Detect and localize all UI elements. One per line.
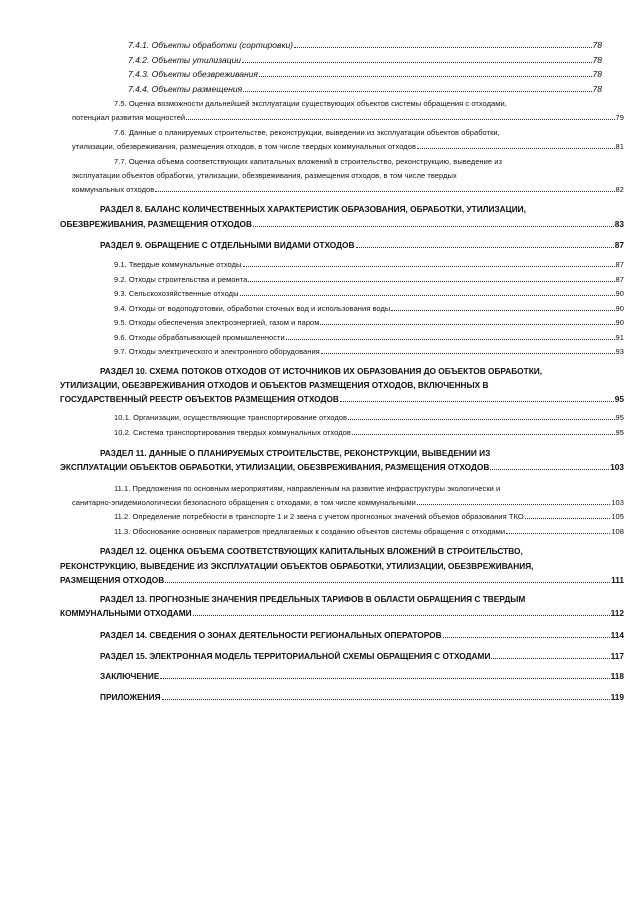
- toc-page-number: 103: [610, 462, 624, 472]
- leader-dots: [417, 148, 615, 149]
- toc-page-number: 118: [610, 671, 624, 681]
- toc-page-number: 87: [614, 240, 624, 250]
- leader-dots: [320, 324, 614, 325]
- toc-entry-title: 9.5. Отходы обеспечения электроэнергией, газом и паром: [114, 318, 320, 327]
- leader-dots: [155, 191, 614, 192]
- leader-dots: [348, 419, 615, 420]
- toc-section[interactable]: [100, 630, 624, 641]
- leader-dots: [165, 582, 610, 583]
- toc-entry[interactable]: [114, 527, 624, 537]
- toc-entry[interactable]: [114, 318, 624, 328]
- toc-section-line[interactable]: РАЗДЕЛ 10. СХЕМА ПОТОКОВ ОТХОДОВ ОТ ИСТОЧНИКОВ ИХ ОБРАЗОВАНИЯ ДО ОБЪЕКТОВ ОБРАБОТКИ,: [100, 366, 543, 376]
- toc-section[interactable]: [60, 608, 624, 619]
- toc-section[interactable]: [100, 651, 624, 662]
- toc-entry[interactable]: [72, 113, 624, 123]
- leader-dots: [242, 62, 592, 63]
- leader-dots: [243, 91, 591, 92]
- toc-page-number: 83: [614, 219, 624, 229]
- toc-page-number: 90: [615, 304, 624, 313]
- toc-section[interactable]: [60, 394, 624, 405]
- toc-section-title: РАЗДЕЛ 15. ЭЛЕКТРОННАЯ МОДЕЛЬ ТЕРРИТОРИАЛЬНОЙ СХЕМЫ ОБРАЩЕНИЯ С ОТХОДАМИ: [100, 651, 491, 661]
- toc-entry-title: 7.4.1. Объекты обработки (сортировки): [128, 40, 294, 50]
- toc-section[interactable]: [60, 575, 624, 586]
- toc-page-number: 108: [611, 527, 624, 536]
- toc-entry-line[interactable]: 7.7. Оценка объема соответствующих капитальных вложений в строительство, реконструкцию, выведение из: [114, 157, 502, 166]
- toc-entry[interactable]: [114, 333, 624, 343]
- toc-page-number: 81: [615, 142, 624, 151]
- toc-entry-title: 9.6. Отходы обрабатывающей промышленности: [114, 333, 285, 342]
- toc-page-number: 112: [610, 608, 624, 618]
- toc-entry-line[interactable]: 11.1. Предложения по основным мероприятиям, направленным на развитие инфраструктуры экологически и: [114, 484, 501, 493]
- toc-page-number: 78: [592, 84, 602, 94]
- toc-entry[interactable]: [128, 55, 602, 66]
- toc-entry[interactable]: [72, 142, 624, 152]
- leader-dots: [286, 339, 615, 340]
- leader-dots: [193, 615, 610, 616]
- toc-page-number: 111: [611, 575, 624, 585]
- toc-entry[interactable]: [114, 413, 624, 423]
- toc-page-number: 78: [592, 55, 602, 65]
- toc-section[interactable]: [100, 671, 624, 682]
- leader-dots: [294, 47, 592, 48]
- leader-dots: [417, 504, 610, 505]
- toc-section[interactable]: [60, 219, 624, 230]
- toc-entry-title: 7.4.2. Объекты утилизации: [128, 55, 242, 65]
- leader-dots: [506, 533, 610, 534]
- toc-page-number: 103: [611, 498, 624, 507]
- toc-page-number: 117: [610, 651, 624, 661]
- toc-section-line[interactable]: РАЗДЕЛ 12. ОЦЕНКА ОБЪЕМА СООТВЕТСТВУЮЩИХ КАПИТАЛЬНЫХ ВЛОЖЕНИЙ В СТРОИТЕЛЬСТВО,: [100, 546, 523, 556]
- leader-dots: [162, 699, 610, 700]
- leader-dots: [490, 469, 609, 470]
- toc-section-line[interactable]: РАЗДЕЛ 13. ПРОГНОЗНЫЕ ЗНАЧЕНИЯ ПРЕДЕЛЬНЫХ ТАРИФОВ В ОБЛАСТИ ОБРАЩЕНИЯ С ТВЕРДЫМ: [100, 594, 526, 604]
- leader-dots: [248, 281, 614, 282]
- toc-section[interactable]: [100, 240, 624, 251]
- toc-section-title: ЭКСПЛУАТАЦИИ ОБЪЕКТОВ ОБРАБОТКИ, УТИЛИЗАЦИИ, ОБЕЗВРЕЖИВАНИЯ, РАЗМЕЩЕНИЯ ОТХОДОВ: [60, 462, 490, 472]
- toc-entry[interactable]: [114, 512, 624, 522]
- leader-dots: [391, 310, 614, 311]
- toc-entry[interactable]: [128, 40, 602, 51]
- toc-entry[interactable]: [114, 347, 624, 357]
- toc-section-title: ПРИЛОЖЕНИЯ: [100, 692, 161, 702]
- leader-dots: [443, 637, 610, 638]
- toc-entry-title: утилизации, обезвреживания, размещения отходов, в том числе твердых коммунальных отходов: [72, 142, 416, 151]
- toc-page-number: 93: [615, 347, 624, 356]
- toc-entry-title: 10.2. Система транспортирования твердых коммунальных отходов: [114, 428, 351, 437]
- toc-section-title: РАЗДЕЛ 14. СВЕДЕНИЯ О ЗОНАХ ДЕЯТЕЛЬНОСТИ РЕГИОНАЛЬНЫХ ОПЕРАТОРОВ: [100, 630, 442, 640]
- leader-dots: [243, 266, 615, 267]
- leader-dots: [321, 353, 615, 354]
- toc-entry-title: 9.2. Отходы строительства и ремонта: [114, 275, 248, 284]
- toc-entry-line[interactable]: 7.5. Оценка возможности дальнейшей эксплуатации существующих объектов системы обращения с отходами,: [114, 99, 507, 108]
- toc-entry[interactable]: [128, 84, 602, 95]
- toc-page-number: 90: [615, 318, 624, 327]
- toc-section-title: ГОСУДАРСТВЕННЫЙ РЕЕСТР ОБЪЕКТОВ РАЗМЕЩЕНИЯ ОТХОДОВ: [60, 394, 339, 404]
- toc-entry-title: потенциал развития мощностей: [72, 113, 186, 122]
- toc-page-number: 95: [614, 394, 624, 404]
- toc-entry[interactable]: [114, 289, 624, 299]
- leader-dots: [259, 76, 592, 77]
- toc-page-number: 95: [615, 413, 624, 422]
- toc-page-number: 114: [610, 630, 624, 640]
- toc-entry[interactable]: [114, 428, 624, 438]
- leader-dots: [525, 518, 611, 519]
- toc-section[interactable]: [60, 462, 624, 473]
- leader-dots: [160, 678, 609, 679]
- toc-entry-title: 11.3. Обоснование основных параметров предлагаемых к созданию объектов системы обращения с отходами: [114, 527, 506, 536]
- toc-entry[interactable]: [128, 69, 602, 80]
- leader-dots: [240, 295, 615, 296]
- toc-page-number: 79: [615, 113, 624, 122]
- toc-entry-title: 9.3. Сельскохозяйственные отходы: [114, 289, 239, 298]
- toc-entry-title: 9.4. Отходы от водоподготовки, обработки сточных вод и использования воды: [114, 304, 391, 313]
- toc-entry[interactable]: [114, 304, 624, 314]
- toc-entry[interactable]: [114, 260, 624, 270]
- toc-section-line[interactable]: РАЗДЕЛ 11. ДАННЫЕ О ПЛАНИРУЕМЫХ СТРОИТЕЛЬСТВЕ, РЕКОНСТРУКЦИИ, ВЫВЕДЕНИИ ИЗ: [100, 448, 491, 458]
- toc-entry-title: 9.7. Отходы электрического и электронного оборудования: [114, 347, 320, 356]
- toc-entry-title: 11.2. Определение потребности в транспорте 1 и 2 звена с учетом прогнозных значений объемов образования ТКО: [114, 512, 524, 521]
- toc-section-line[interactable]: РАЗДЕЛ 8. БАЛАНС КОЛИЧЕСТВЕННЫХ ХАРАКТЕРИСТИК ОБРАЗОВАНИЯ, ОБРАБОТКИ, УТИЛИЗАЦИИ,: [100, 204, 526, 214]
- toc-page-number: 90: [615, 289, 624, 298]
- toc-page-number: 82: [615, 185, 624, 194]
- toc-entry-line[interactable]: эксплуатации объектов обработки, утилизации, обезвреживания, размещения отходов, в том числе твердых: [72, 171, 457, 180]
- toc-entry-title: 9.1. Твердые коммунальные отходы: [114, 260, 242, 269]
- toc-entry[interactable]: [72, 498, 624, 508]
- toc-section-title: КОММУНАЛЬНЫМИ ОТХОДАМИ: [60, 608, 192, 618]
- toc-entry[interactable]: [114, 275, 624, 285]
- toc-section-line[interactable]: РЕКОНСТРУКЦИЮ, ВЫВЕДЕНИЕ ИЗ ЭКСПЛУАТАЦИИ ОБЪЕКТОВ ОБРАБОТКИ, УТИЛИЗАЦИИ, ОБЕЗВРЕЖИВАНИЯ,: [60, 561, 534, 571]
- toc-section-title: РАЗДЕЛ 9. ОБРАЩЕНИЕ С ОТДЕЛЬНЫМИ ВИДАМИ ОТХОДОВ: [100, 240, 355, 250]
- leader-dots: [491, 658, 609, 659]
- leader-dots: [340, 401, 614, 402]
- toc-entry-title: санитарно-эпидемиологически безопасного обращения с отходами, в том числе коммунальными: [72, 498, 416, 507]
- toc-section-line[interactable]: УТИЛИЗАЦИИ, ОБЕЗВРЕЖИВАНИЯ ОТХОДОВ И ОБЪЕКТОВ РАЗМЕЩЕНИЯ ОТХОДОВ, ВКЛЮЧЕННЫХ В: [60, 380, 489, 390]
- toc-section-title: РАЗМЕЩЕНИЯ ОТХОДОВ: [60, 575, 165, 585]
- toc-section-title: ЗАКЛЮЧЕНИЕ: [100, 671, 160, 681]
- toc-page-number: 87: [615, 260, 624, 269]
- toc-section-title: ОБЕЗВРЕЖИВАНИЯ, РАЗМЕЩЕНИЯ ОТХОДОВ: [60, 219, 252, 229]
- toc-entry[interactable]: [72, 185, 624, 195]
- leader-dots: [186, 119, 614, 120]
- leader-dots: [352, 434, 615, 435]
- toc-page-number: 105: [611, 512, 624, 521]
- toc-entry-title: 7.4.4. Объекты размещения: [128, 84, 243, 94]
- toc-entry-title: коммунальных отходов: [72, 185, 155, 194]
- leader-dots: [253, 226, 614, 227]
- leader-dots: [356, 247, 614, 248]
- toc-section[interactable]: [100, 692, 624, 703]
- toc-entry-title: 7.4.3. Объекты обезвреживания: [128, 69, 258, 79]
- toc-page-number: 95: [615, 428, 624, 437]
- toc-page-number: 91: [615, 333, 624, 342]
- toc-entry-line[interactable]: 7.6. Данные о планируемых строительстве, реконструкции, выведении из эксплуатации объектов обработки,: [114, 128, 500, 137]
- toc-page-number: 78: [592, 40, 602, 50]
- toc-entry-title: 10.1. Организации, осуществляющие транспортирование отходов: [114, 413, 348, 422]
- toc-page-number: 78: [592, 69, 602, 79]
- toc-page-number: 119: [610, 692, 624, 702]
- toc-page-number: 87: [615, 275, 624, 284]
